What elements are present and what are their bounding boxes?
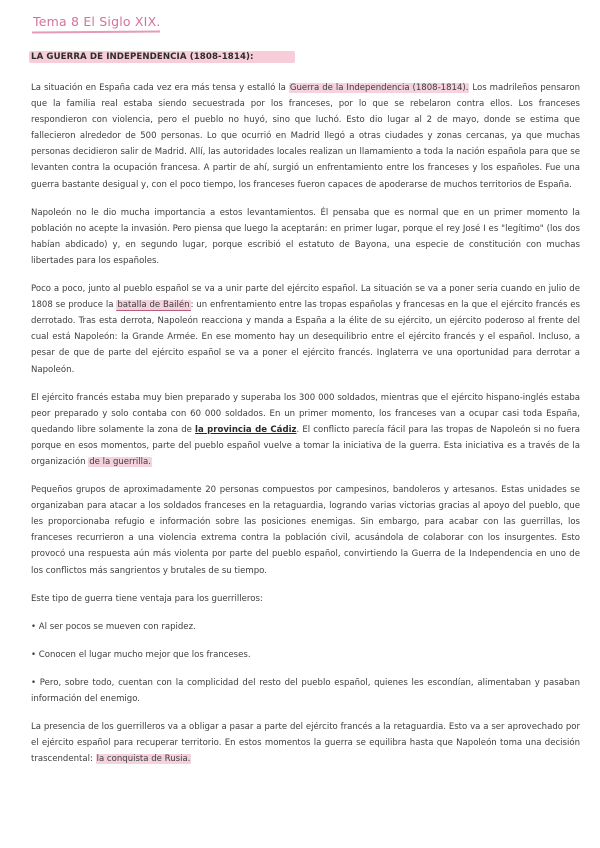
bullet-3: • Pero, sobre todo, cuentan con la complicidad del resto del pueblo español, quienes les escondían, alimentaban y pasaban información del enemigo.	[31, 677, 580, 704]
document-body	[31, 80, 580, 779]
page-title: Tema 8 El Siglo XIX.	[33, 14, 161, 29]
bullet-1: • Al ser pocos se mueven con rapidez.	[31, 621, 196, 632]
text-run: Los madrileños pensaron que la familia real estaba siendo secuestrada por los franceses, por lo que se rebelaron contra ellos. Los franceses respondieron con violencia, pero el pueblo no huyó, sino que luchó. Esto dio lugar al 2 de mayo, donde se estima que fallecieron alrededor de 500 personas. Lo que ocurrió en Madrid llegó a otras ciudades y zonas cercanas, ya que muchas personas decidieron salir de Madrid. Allí, las autoridades locales realizan un llamamiento a toda la nación española para que se levanten contra la ocupación francesa. A partir de ahí, surgió un enfrentamiento entre los franceses y los españoles. Fue una guerra bastante desigual y, con el poco tiempo, los franceses fueron capaces de apoderarse de muchos territorios de España.	[31, 83, 580, 190]
bullet-2: • Conocen el lugar mucho mejor que los franceses.	[31, 649, 251, 660]
text-run: La situación en España cada vez era más tensa y estalló la	[31, 83, 289, 93]
highlight-guerrilla: de la guerrilla.	[89, 456, 152, 467]
text-run: La presencia de los guerrilleros va a obligar a pasar a parte del ejército francés a la retaguardia. Esto va a ser aprovechado por el ejército español para recuperar territorio. En estos momentos la guerra se equilibra hasta que Napoleón toma una decisión trascendental:	[31, 722, 580, 765]
text-run: El ejército francés estaba muy bien preparado y superaba los 300 000 soldados, mientras que el ejército hispano-inglés estaba peor preparado y solo contaba con 60 000 soldados. En un primer momento, los franceses van a ocupar casi toda España, quedando libre solamente la zona de	[31, 392, 580, 435]
paragraph-3	[31, 281, 580, 378]
text-run: Poco a poco, junto al pueblo español se va a unir parte del ejército español. La situación se va a poner seria cuando en julio de 1808 se produce la	[31, 284, 580, 311]
paragraph-6: Este tipo de guerra tiene ventaja para los guerrilleros:	[31, 593, 263, 604]
paragraph-2: Napoleón no le dio mucha importancia a estos levantamientos. Él pensaba que es normal que en un primer momento la población no acepte la invasión. Pero piensa que luego la aceptarán: en primer lugar, porque el rey José I es "legítimo" (los dos habían abdicado) y, en segundo lugar, porque escribió el estatuto de Bayona, una especie de constitución con muchas libertades para los españoles.	[31, 207, 580, 266]
section-heading: LA GUERRA DE INDEPENDENCIA (1808-1814):	[31, 52, 254, 62]
highlight-guerra-independencia: Guerra de la Independencia (1808-1814).	[289, 83, 469, 93]
paragraph-7	[31, 719, 580, 767]
text-run: . El conflicto parecía fácil para las tropas de Napoleón si no fuera porque en esos momentos, parte del pueblo español vuelve a tomar la iniciativa de la guerra. Esta iniciativa es a través de la organización	[31, 424, 581, 467]
title-underline	[32, 31, 160, 33]
paragraph-5: Pequeños grupos de aproximadamente 20 personas compuestos por campesinos, bandoleros y artesanos. Estas unidades se organizaban para atacar a los soldados franceses en la retaguardia, logrando varias victorias gracias al apoyo del pueblo, que les proporcionaba refugio e información sobre las posiciones enemigas. Sin embargo, para acabar con las guerrillas, los franceses recurrieron a una violencia extrema contra la población civil, acusándola de colaborar con los insurgentes. Esto provocó una respuesta aún más violenta por parte del pueblo español, convirtiendo la Guerra de la Independencia en uno de los conflictos más sangrientos y brutales de su tiempo.	[31, 485, 580, 576]
paragraph-1	[31, 80, 580, 193]
highlight-conquista-rusia: la conquista de Rusia.	[96, 754, 191, 765]
highlight-batalla-bailen: batalla de Bailén	[117, 300, 190, 311]
text-run: : un enfrentamiento entre las tropas españolas y francesas en la que el ejército francés es derrotado. Tras esta derrota, Napoleón reacciona y manda a España a la élite de su ejército, un ejército poderoso al frente del cual está Napoleón: la Grande Armée. En ese momento hay un desequilibrio entre el ejército francés y el español. Incluso, a pesar de que de parte del ejército español se va a poner el ejército francés. Inglaterra ve una oportunidad para derrotar a Napoleón.	[31, 300, 580, 375]
emphasis-provincia-cadiz: la provincia de Cádiz	[195, 424, 297, 435]
paragraph-4	[31, 390, 580, 470]
